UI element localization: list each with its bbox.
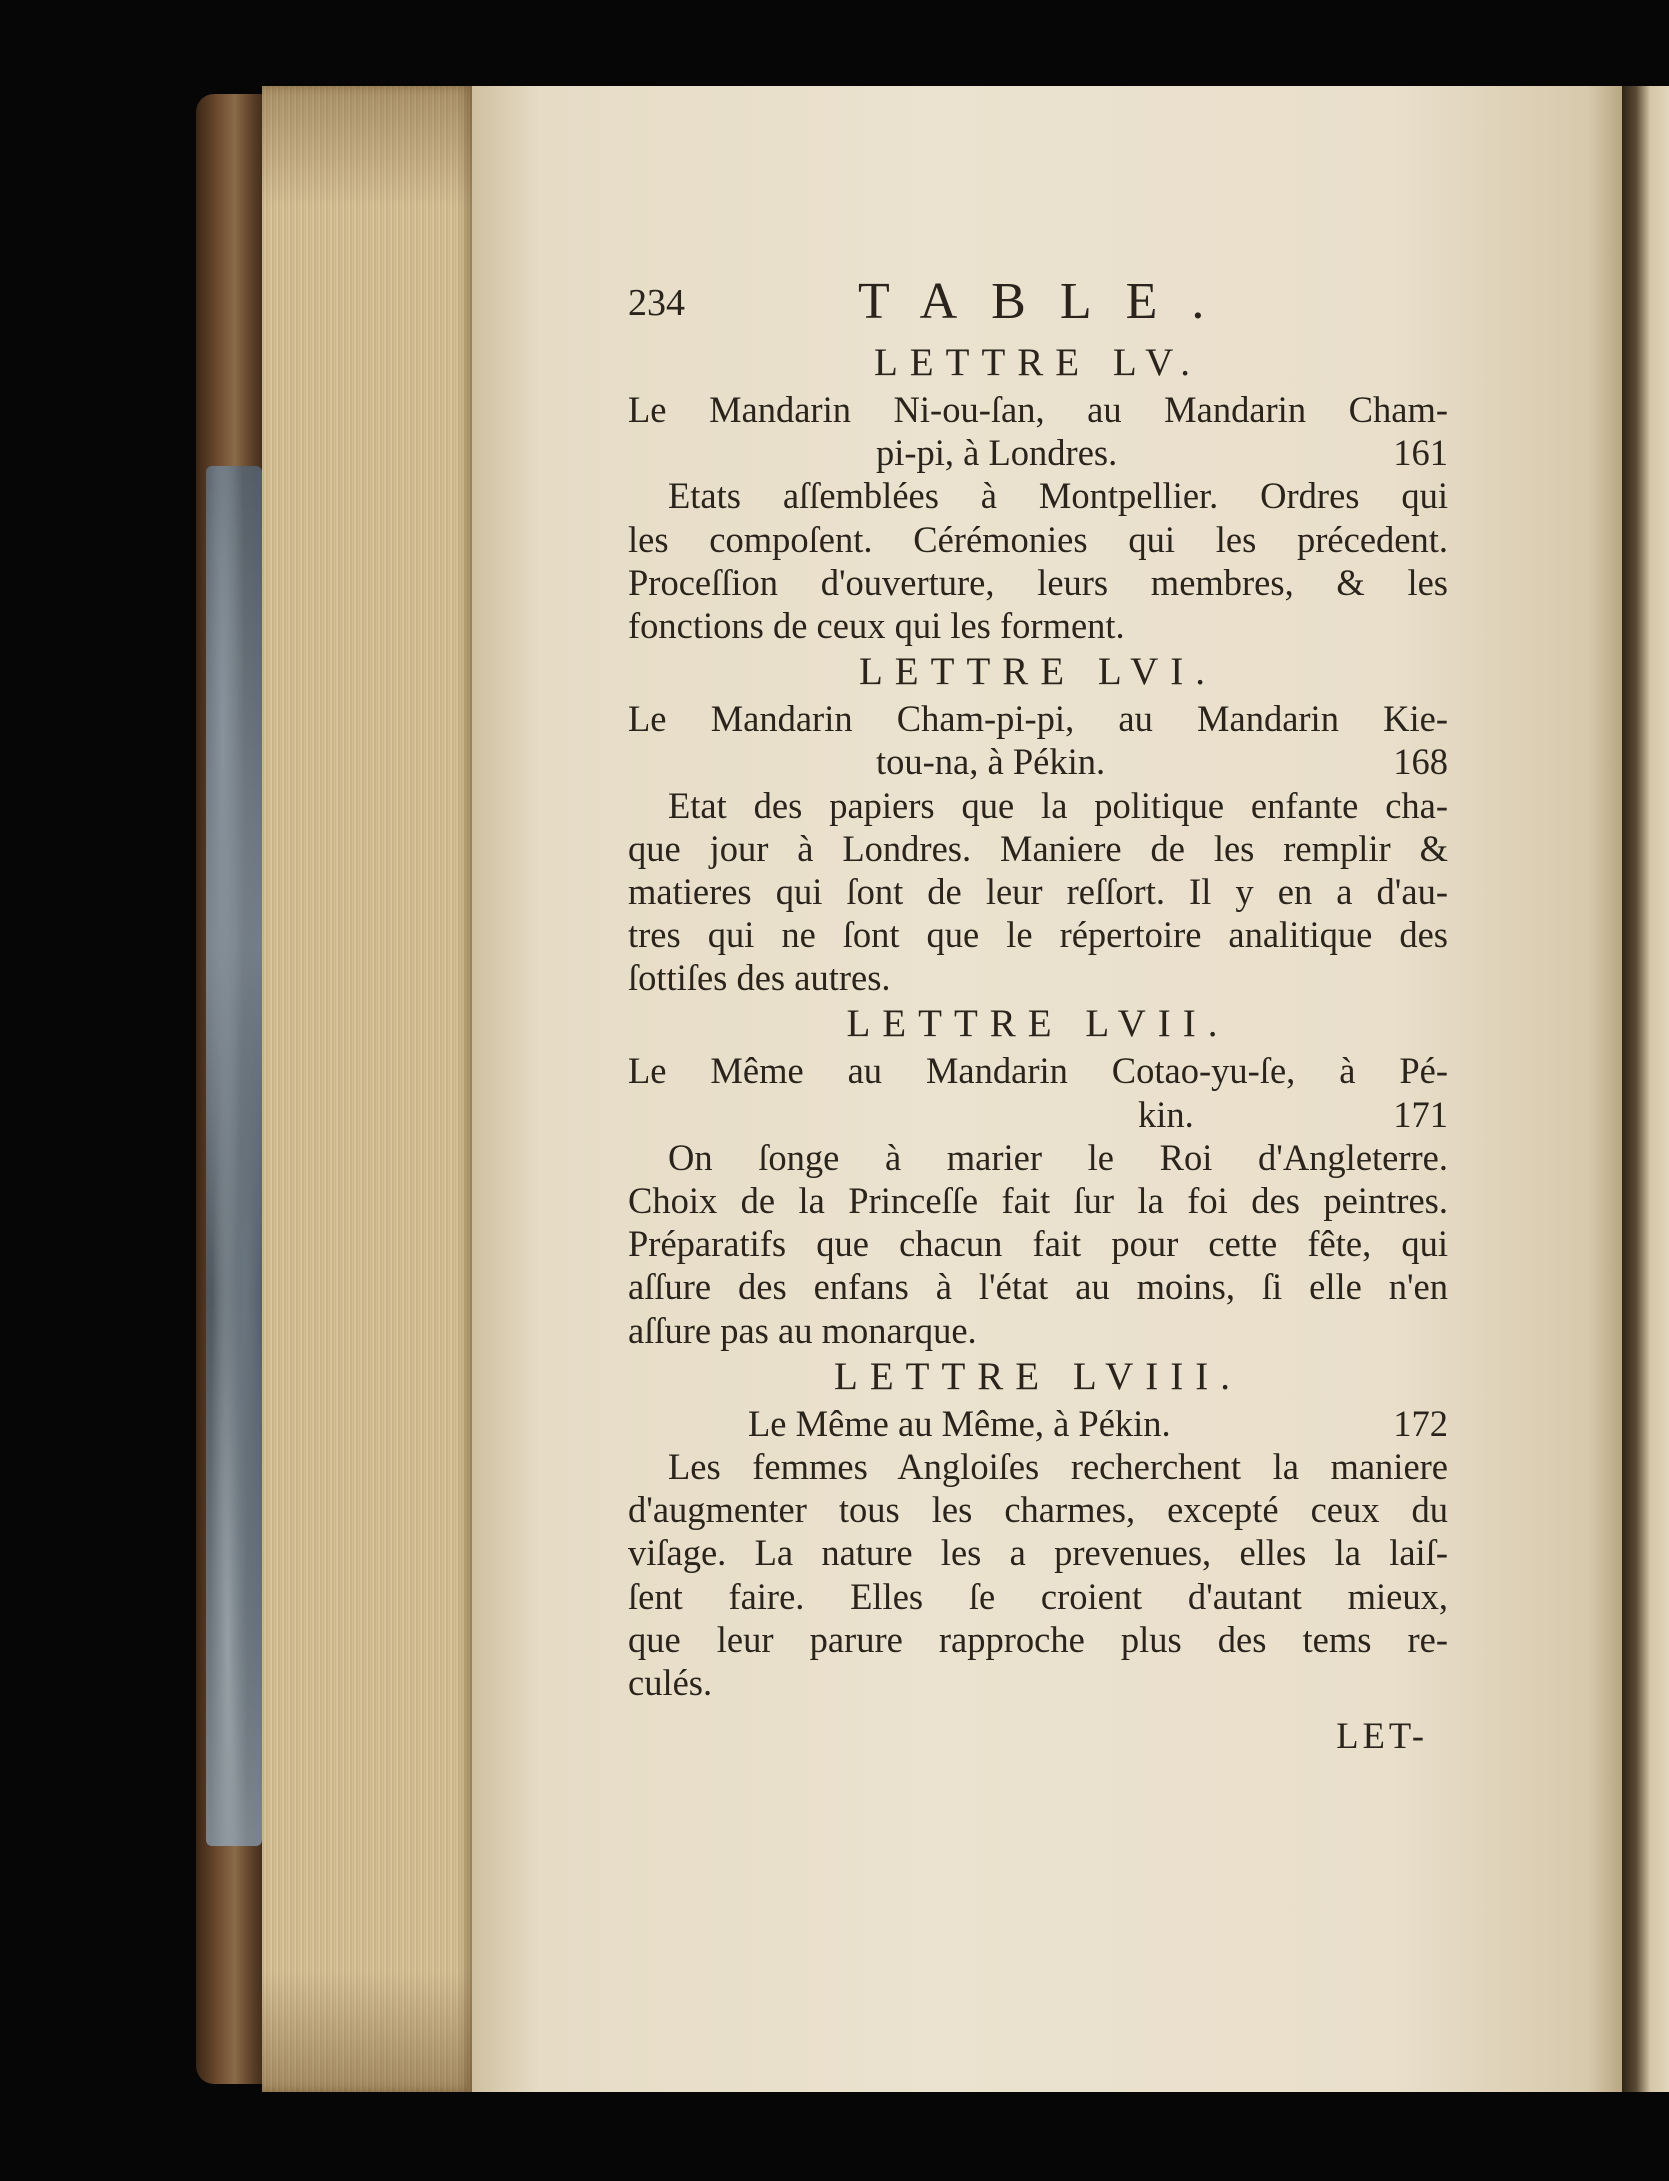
address-line: kin. [1138,1093,1194,1135]
summary-line: d'augmenter tous les charmes, excepté ceux du [628,1489,1448,1531]
address-continuation [628,740,1448,783]
summary-line: les compoſent. Cérémonies qui les précedent. [628,518,1448,560]
address-line: Le Mandarin Cham-pi-pi, au Mandarin Kie- [628,698,1448,740]
address-continuation [628,1402,1448,1445]
table-entry [628,999,1448,1351]
letter-title: LETTRE LV. [873,341,1202,384]
summary-line: viſage. La nature les a prevenues, elles la laiſ- [628,1532,1448,1574]
address-line: Le Même au Mandarin Cotao-yu-ſe, à Pé- [628,1050,1448,1092]
summary-line: tres qui ne ſont que le répertoire analitique des [628,914,1448,956]
summary [628,784,1448,1000]
letter-title: LETTRE LVII. [846,1002,1230,1046]
summary-line: ſottiſes des autres. [628,957,891,999]
summary-line: que leur parure rapproche plus des tems re- [628,1618,1448,1660]
summary-line: On ſonge à marier le Roi d'Angleterre. [668,1136,1448,1178]
summary-line: fonctions de ceux qui les forment. [628,604,1125,646]
address-line: Le Même au Même, à Pékin. [748,1402,1171,1444]
summary-line: aſſure des enfans à l'état au moins, ſi elle n'en [628,1266,1448,1308]
catchword: LET- [1336,1715,1428,1757]
summary-line: Préparatifs que chacun fait pour cette fête, qui [628,1223,1448,1265]
running-title: TABLE. [858,273,1239,330]
summary-line: Choix de la Princeſſe fait ſur la foi des peintres. [628,1180,1448,1221]
address-line: pi-pi, à Londres. [876,432,1118,474]
summary-line: Proceſſion d'ouverture, leurs membres, & les [628,561,1448,603]
page-text [628,266,1448,1757]
marbled-cover [206,466,262,1846]
table-entry [628,647,1448,999]
summary-line: que jour à Londres. Maniere de les remplir & [628,827,1448,869]
summary-line: ſent faire. Elles ſe croient d'autant mieux, [628,1575,1448,1617]
table-entry [628,338,1448,647]
page-edges-shade [262,86,472,2092]
book-gutter [1622,86,1669,2092]
summary-line: Etat des papiers que la politique enfante cha- [668,784,1448,826]
reference-page: 172 [1393,1402,1448,1444]
page-number: 234 [628,282,685,324]
table-entry [628,1352,1448,1704]
summary-line: culés. [628,1661,713,1703]
reference-page: 168 [1393,741,1448,783]
reference-page: 171 [1393,1093,1448,1135]
page-header [628,266,1448,338]
summary [628,474,1448,647]
address-continuation [628,431,1448,474]
summary [628,1136,1448,1352]
address-continuation [628,1093,1448,1136]
reference-page: 161 [1393,432,1448,474]
summary [628,1445,1448,1704]
address-line: Le Mandarin Ni-ou-ſan, au Mandarin Cham- [628,389,1448,430]
letter-title: LETTRE LVI. [858,650,1218,694]
summary-line: Les femmes Angloiſes recherchent la maniere [668,1445,1448,1487]
summary-line: Etats aſſemblées à Montpellier. Ordres qui [668,475,1448,517]
summary-line: aſſure pas au monarque. [628,1309,977,1351]
letter-title: LETTRE LVIII. [834,1354,1242,1398]
summary-line: matieres qui ſont de leur reſſort. Il y en a d'au- [628,870,1448,912]
address-line: tou-na, à Pékin. [876,741,1106,783]
